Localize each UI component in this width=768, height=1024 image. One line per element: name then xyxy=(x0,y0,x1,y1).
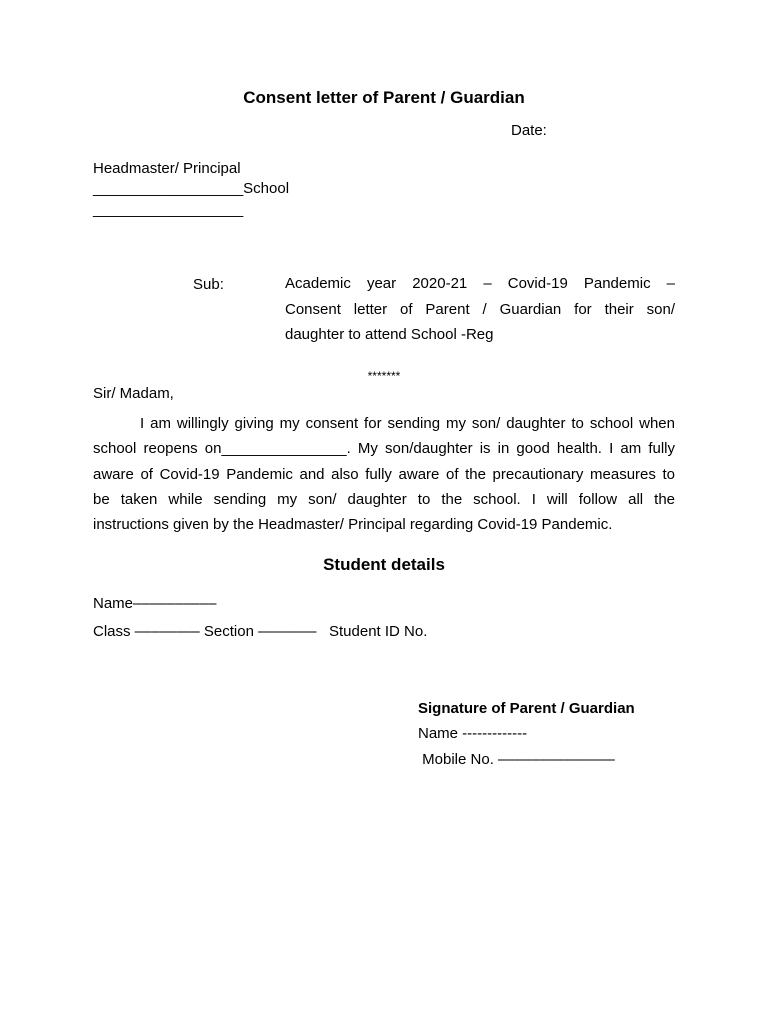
date-label: Date: xyxy=(511,122,547,139)
paragraph-line: be taken while sending my son/ daughter to the school. I will follow all the xyxy=(93,490,675,508)
address-line-2: __________________School xyxy=(93,180,290,197)
subject-text xyxy=(285,271,675,348)
subject-line: daughter to attend School -Reg xyxy=(285,326,494,343)
signature-heading: Signature of Parent / Guardian xyxy=(418,700,635,717)
paragraph-line: I am willingly giving my consent for sending my son/ daughter to school when xyxy=(140,415,675,432)
signature-name-line: Name ------------- xyxy=(418,725,528,742)
student-class-line: Class –––––—– Section ––––––– Student ID No. xyxy=(93,623,428,640)
signature-mobile-line: Mobile No. –––––––––––––– xyxy=(418,751,615,768)
address-line-3: __________________ xyxy=(93,201,244,218)
address-line-1: Headmaster/ Principal xyxy=(93,160,241,177)
consent-paragraph xyxy=(93,411,675,537)
subject-label: Sub: xyxy=(193,276,224,293)
subject-line: Consent letter of Parent / Guardian for their son/ xyxy=(285,300,675,318)
letter-title: Consent letter of Parent / Guardian xyxy=(243,88,525,107)
student-details-heading: Student details xyxy=(323,555,445,574)
paragraph-line: school reopens on_______________. My son/daughter is in good health. I am fully xyxy=(93,440,675,458)
paragraph-line: aware of Covid-19 Pandemic and also fully aware of the precautionary measures to xyxy=(93,465,675,483)
salutation: Sir/ Madam, xyxy=(93,385,174,402)
student-name-line: Name–––––––––– xyxy=(93,595,217,612)
separator-stars: ******* xyxy=(367,369,401,383)
paragraph-line: instructions given by the Headmaster/ Principal regarding Covid-19 Pandemic. xyxy=(93,516,613,534)
subject-line: Academic year 2020-21 – Covid-19 Pandemic – xyxy=(285,275,675,292)
